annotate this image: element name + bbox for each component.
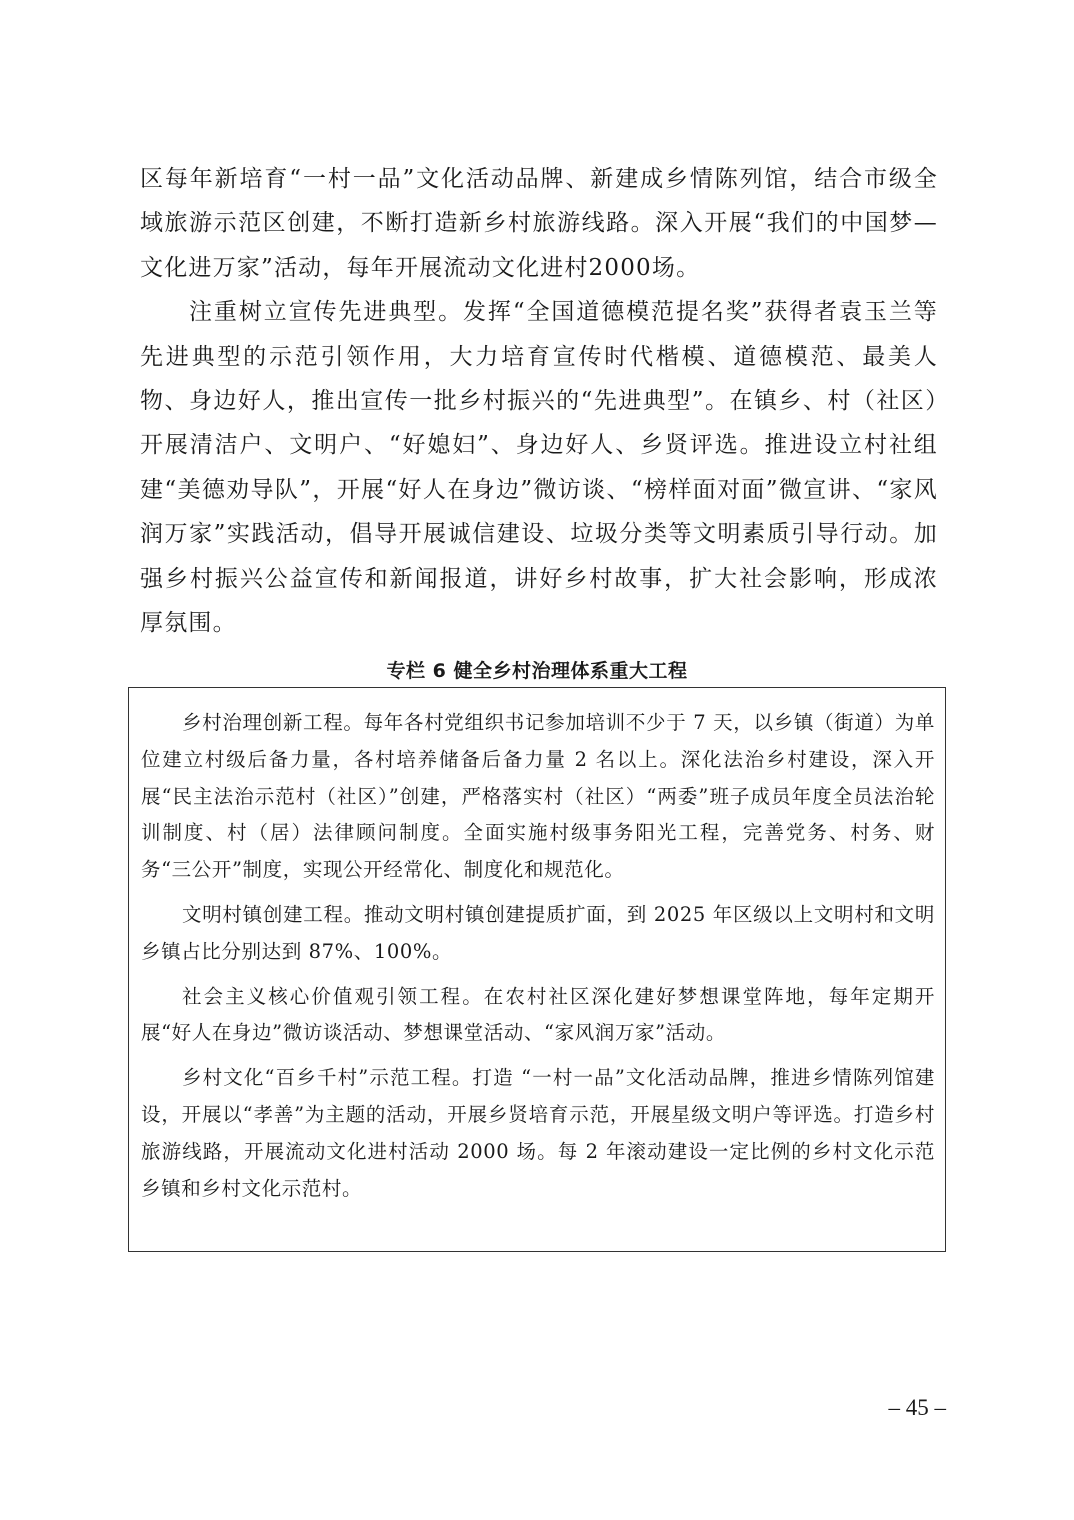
box-paragraph-core-values: 社会主义核心价值观引领工程。在农村社区深化建好梦想课堂阵地，每年定期开展“好人在身边”微访谈活动、梦想课堂活动、“家风润万家”活动。 bbox=[141, 984, 935, 1045]
special-column-box bbox=[128, 687, 946, 1252]
box-paragraph-governance-innovation: 乡村治理创新工程。每年各村党组织书记参加培训不少于 7 天，以乡镇（街道）为单位建立村级后备力量，各村培养储备后备力量 2 名以上。深化法治乡村建设，深入开展“民主法治示范村（社区）”创建，严格落实村（社区）“两委”班子成员年度全员法治轮训制度、村（居）法律顾问制度。全面实施村级事务阳光工程，完善党务、村务、财务“三公开”制度，实现公开经常化、制度化和规范化。 bbox=[141, 711, 935, 882]
body-paragraph-advanced-models: 注重树立宣传先进典型。发挥“全国道德模范提名奖”获得者袁玉兰等先进典型的示范引领作用，大力培育宣传时代楷模、道德模范、最美人物、身边好人，推出宣传一批乡村振兴的“先进典型”。在镇乡、村（社区）开展清洁户、文明户、“好媳妇”、身边好人、乡贤评选。推进设立村社组建“美德劝导队”，开展“好人在身边”微访谈、“榜样面对面”微宣讲、“家风润万家”实践活动，倡导开展诚信建设、垃圾分类等文明素质引导行动。加强乡村振兴公益宣传和新闻报道，讲好乡村故事，扩大社会影响，形成浓厚氛围。 bbox=[140, 299, 938, 637]
box-paragraph-civilized-village: 文明村镇创建工程。推动文明村镇创建提质扩面，到 2025 年区级以上文明村和文明乡镇占比分别达到 87%、100%。 bbox=[141, 902, 935, 963]
body-paragraph-continued: 区每年新培育“一村一品”文化活动品牌、新建成乡情陈列馆，结合市级全域旅游示范区创建，不断打造新乡村旅游线路。深入开展“我们的中国梦—文化进万家”活动，每年开展流动文化进村2000场。 bbox=[140, 166, 938, 281]
body-text bbox=[140, 157, 938, 645]
page-number: – 45 – bbox=[888, 1395, 946, 1420]
box-title: 专栏 6 健全乡村治理体系重大工程 bbox=[386, 660, 688, 682]
box-paragraph-rural-culture: 乡村文化“百乡千村”示范工程。打造 “一村一品”文化活动品牌，推进乡情陈列馆建设，开展以“孝善”为主题的活动，开展乡贤培育示范，开展星级文明户等评选。打造乡村旅游线路，开展流动文化进村活动 2000 场。每 2 年滚动建设一定比例的乡村文化示范乡镇和乡村文化示范村。 bbox=[141, 1066, 935, 1200]
